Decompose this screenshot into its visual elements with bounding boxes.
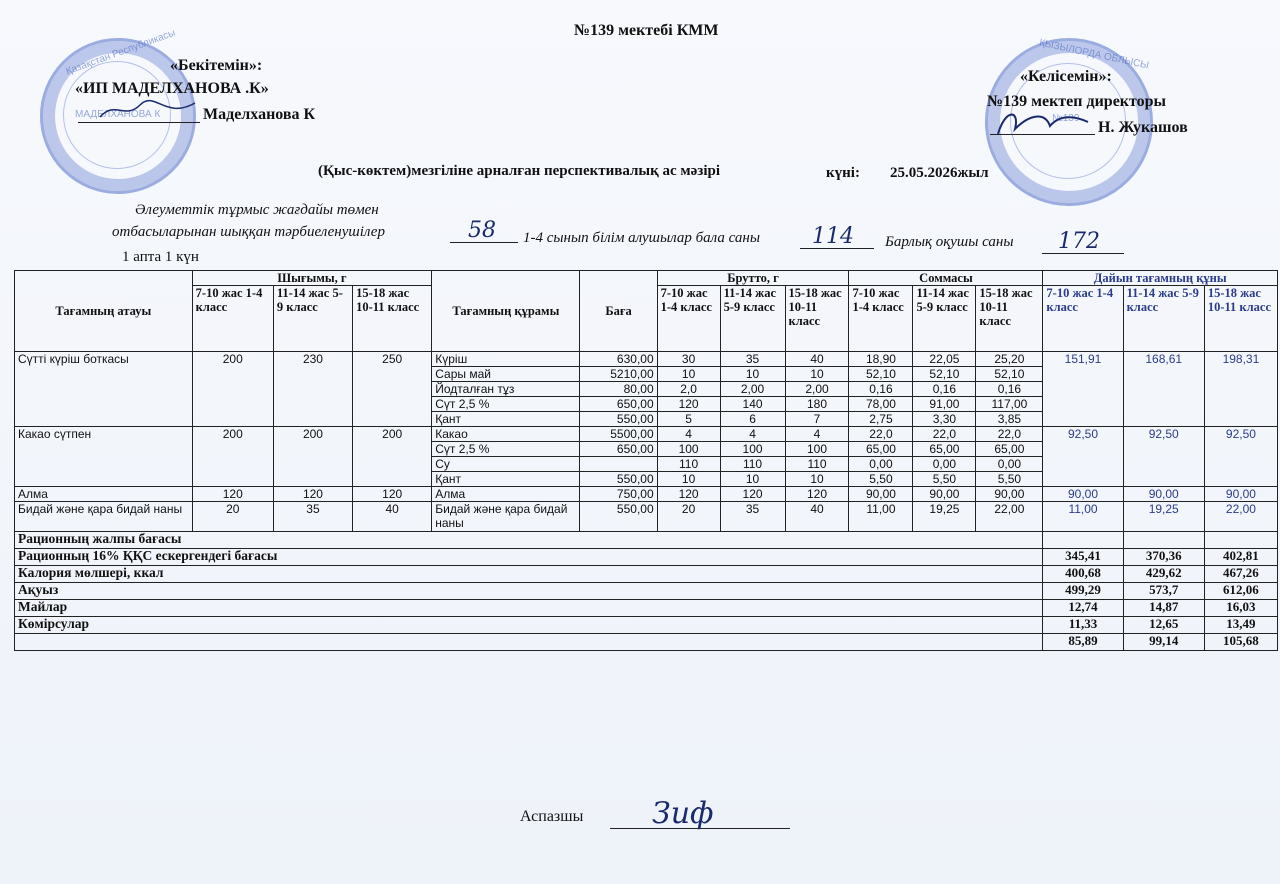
dish-output: 120 [192,487,273,502]
ingredient-gross: 2,00 [785,382,849,397]
totals-value: 573,7 [1123,583,1204,600]
totals-value: 16,03 [1204,600,1277,617]
ingredient-price: 650,00 [580,442,657,457]
totals-label: Рационның жалпы бағасы [15,532,1043,549]
approve-title: «Бекітемін»: [170,57,263,74]
totals-label: Ақуыз [15,583,1043,600]
ingredient-price [580,457,657,472]
ingredient-name: Су [432,457,580,472]
dish-ready-price: 22,00 [1204,502,1277,532]
ingredient-gross: 4 [720,427,785,442]
ingredient-gross: 120 [657,397,720,412]
ingredient-sum: 65,00 [849,442,913,457]
ingredient-gross: 110 [785,457,849,472]
gross-header: Брутто, г [657,271,849,286]
totals-value: 467,26 [1204,566,1277,583]
totals-value: 13,49 [1204,617,1277,634]
totals-row [15,583,1278,600]
ingredient-gross: 5 [657,412,720,427]
ingredient-sum: 52,10 [849,367,913,382]
dish-name: Алма [15,487,193,502]
ingredient-sum: 52,10 [913,367,976,382]
approve-org: «ИП МАДЕЛХАНОВА .К» [75,80,269,97]
ingredient-sum: 0,00 [913,457,976,472]
ingredient-sum: 5,50 [976,472,1043,487]
ingredient-price: 5210,00 [580,367,657,382]
gross-age2-header: 11-14 жас 5-9 класс [720,286,785,352]
ingredient-sum: 52,10 [976,367,1043,382]
ingredient-gross: 120 [657,487,720,502]
ready-age2-header: 11-14 жас 5-9 класс [1123,286,1204,352]
dish-ready-price: 92,50 [1123,427,1204,487]
dish-ready-price: 92,50 [1043,427,1123,487]
dish-name: Сүтті күріш боткасы [15,352,193,427]
ingredient-price: 550,00 [580,472,657,487]
ingredient-price: 550,00 [580,502,657,532]
ingredient-gross: 7 [785,412,849,427]
totals-value [1123,532,1204,549]
right-seal-ring-text: ҚЫЗЫЛОРДА ОБЛЫСЫ [1038,37,1150,72]
totals-row [15,549,1278,566]
sum-age1-header: 7-10 жас 1-4 класс [849,286,913,352]
ingredient-sum: 0,16 [913,382,976,397]
price-header: Баға [580,271,657,352]
output-age3-header: 15-18 жас 10-11 класс [353,286,432,352]
ingredient-gross: 4 [657,427,720,442]
totals-row [15,617,1278,634]
ingredient-price: 650,00 [580,397,657,412]
food-name-header: Тағамның атауы [15,271,193,352]
ingredient-name: Какао [432,427,580,442]
ingredient-gross: 10 [657,472,720,487]
ingredient-gross: 2,00 [720,382,785,397]
dish-output: 250 [353,352,432,427]
ingredient-name: Қант [432,472,580,487]
ingredient-sum: 0,16 [976,382,1043,397]
right-seal-text: №139 [1052,113,1080,124]
ingredient-sum: 5,50 [913,472,976,487]
ingredient-gross: 110 [720,457,785,472]
dish-ready-price: 92,50 [1204,427,1277,487]
social-line-1: Әлеуметтік тұрмыс жағдайы төмен [135,202,379,218]
date-label: күні: [826,165,860,181]
totals-value: 612,06 [1204,583,1277,600]
ingredient-gross: 40 [785,502,849,532]
ingredient-gross: 4 [785,427,849,442]
ingredient-sum: 22,05 [913,352,976,367]
agree-title: «Келісемін»: [1020,68,1112,85]
ingredient-sum: 22,0 [849,427,913,442]
ingredient-price: 80,00 [580,382,657,397]
dish-ready-price: 168,61 [1123,352,1204,427]
dish-ready-price: 19,25 [1123,502,1204,532]
dish-output: 230 [273,352,352,427]
ingredient-price: 750,00 [580,487,657,502]
date-value: 25.05.2026жыл [890,165,989,181]
ingredient-sum: 19,25 [913,502,976,532]
ingredient-sum: 25,20 [976,352,1043,367]
ingredient-gross: 35 [720,352,785,367]
composition-header: Тағамның құрамы [432,271,580,352]
dish-ready-price: 151,91 [1043,352,1123,427]
totals-value: 12,74 [1043,600,1123,617]
ingredient-sum: 78,00 [849,397,913,412]
left-seal-ring-text: Қазақстан Республикасы [64,27,177,78]
ingredient-gross: 110 [657,457,720,472]
dish-output: 200 [273,427,352,487]
agree-signature [990,104,1095,144]
ingredient-sum: 0,16 [849,382,913,397]
ingredient-sum: 90,00 [849,487,913,502]
dish-output: 120 [353,487,432,502]
totals-label: Калория мөлшері, ккал [15,566,1043,583]
ingredient-sum: 18,90 [849,352,913,367]
dish-output: 200 [192,352,273,427]
cook-signature: Зиф [652,796,714,831]
ingredient-sum: 22,0 [976,427,1043,442]
week-label: 1 апта 1 күн [122,249,199,265]
ingredient-sum: 117,00 [976,397,1043,412]
ingredient-gross: 100 [720,442,785,457]
table-row [15,352,1278,367]
dish-ready-price: 11,00 [1043,502,1123,532]
ingredient-gross: 35 [720,502,785,532]
ingredient-gross: 10 [785,472,849,487]
ingredient-sum: 65,00 [913,442,976,457]
ingredient-sum: 3,85 [976,412,1043,427]
ingredient-sum: 11,00 [849,502,913,532]
dish-ready-price: 90,00 [1204,487,1277,502]
totals-value: 345,41 [1043,549,1123,566]
dish-name: Бидай және қара бидай наны [15,502,193,532]
sum-age3-header: 15-18 жас 10-11 класс [976,286,1043,352]
totals-value: 11,33 [1043,617,1123,634]
menu-title: (Қыс-көктем)мезгіліне арналған перспективалық ас мәзірі [318,163,721,179]
totals-value: 429,62 [1123,566,1204,583]
ready-age3-header: 15-18 жас 10-11 класс [1204,286,1277,352]
dish-ready-price: 90,00 [1043,487,1123,502]
totals-label: Көмірсулар [15,617,1043,634]
ingredient-gross: 10 [785,367,849,382]
ingredient-gross: 120 [785,487,849,502]
ingredient-gross: 40 [785,352,849,367]
gross-age3-header: 15-18 жас 10-11 класс [785,286,849,352]
totals-value: 370,36 [1123,549,1204,566]
cook-label: Аспазшы [520,808,584,825]
dish-output: 20 [192,502,273,532]
social-line-2: отбасыларынан шыққан тәрбиеленушілер [112,224,385,240]
ingredient-gross: 10 [657,367,720,382]
ingredient-name: Йодталған тұз [432,382,580,397]
ingredient-sum: 90,00 [913,487,976,502]
totals-row [15,532,1278,549]
ingredient-price: 550,00 [580,412,657,427]
ingredient-gross: 180 [785,397,849,412]
totals-value: 85,89 [1043,634,1123,651]
ingredient-name: Сүт 2,5 % [432,397,580,412]
school-title: №139 мектебі КММ [574,22,719,39]
totals-value: 12,65 [1123,617,1204,634]
ingredient-sum: 2,75 [849,412,913,427]
ingredient-gross: 100 [785,442,849,457]
ingredient-gross: 120 [720,487,785,502]
totals-value: 499,29 [1043,583,1123,600]
table-row [15,487,1278,502]
table-row [15,427,1278,442]
approve-signature [95,95,205,125]
ingredient-name: Сары май [432,367,580,382]
dish-output: 200 [192,427,273,487]
ingredient-sum: 65,00 [976,442,1043,457]
totals-value: 402,81 [1204,549,1277,566]
table-row [15,502,1278,532]
total-label: Барлық оқушы саны [885,234,1014,250]
ingredient-gross: 20 [657,502,720,532]
agree-org: №139 мектеп директоры [987,93,1167,110]
totals-label: Рационның 16% ҚҚС ескергендегі бағасы [15,549,1043,566]
grade-count: 114 [812,224,854,249]
ingredient-gross: 2,0 [657,382,720,397]
social-count: 58 [468,218,496,243]
output-header: Шығымы, г [192,271,432,286]
totals-table-body [15,532,1278,651]
ready-age1-header: 7-10 жас 1-4 класс [1043,286,1123,352]
ingredient-price: 5500,00 [580,427,657,442]
ingredient-gross: 100 [657,442,720,457]
ingredient-name: Қант [432,412,580,427]
dish-table-body [15,352,1278,532]
totals-row [15,634,1278,651]
dish-output: 35 [273,502,352,532]
output-age2-header: 11-14 жас 5-9 класс [273,286,352,352]
totals-value: 99,14 [1123,634,1204,651]
ready-price-header: Дайын тағамның құны [1043,271,1278,286]
ingredient-sum: 0,00 [849,457,913,472]
ingredient-sum: 5,50 [849,472,913,487]
gross-age1-header: 7-10 жас 1-4 класс [657,286,720,352]
ingredient-sum: 3,30 [913,412,976,427]
ingredient-sum: 22,0 [913,427,976,442]
sum-header: Соммасы [849,271,1043,286]
ingredient-price: 630,00 [580,352,657,367]
ingredient-gross: 10 [720,472,785,487]
ingredient-sum: 22,00 [976,502,1043,532]
ingredient-name: Сүт 2,5 % [432,442,580,457]
totals-label: Майлар [15,600,1043,617]
ingredient-gross: 30 [657,352,720,367]
totals-value: 105,68 [1204,634,1277,651]
menu-table [14,270,1278,651]
dish-name: Какао сүтпен [15,427,193,487]
header-row-1 [15,271,1278,286]
totals-label [15,634,1043,651]
ingredient-name: Бидай және қара бидай наны [432,502,580,532]
totals-row [15,600,1278,617]
left-seal-text: МАДЕЛХАНОВА К [75,109,161,120]
dish-output: 200 [353,427,432,487]
totals-row [15,566,1278,583]
ingredient-name: Алма [432,487,580,502]
output-age1-header: 7-10 жас 1-4 класс [192,286,273,352]
ingredient-sum: 90,00 [976,487,1043,502]
ingredient-gross: 140 [720,397,785,412]
agree-name: Н. Жукашов [1098,119,1188,136]
dish-ready-price: 90,00 [1123,487,1204,502]
ingredient-sum: 91,00 [913,397,976,412]
totals-value [1043,532,1123,549]
dish-output: 120 [273,487,352,502]
dish-output: 40 [353,502,432,532]
total-count: 172 [1058,229,1100,254]
dish-ready-price: 198,31 [1204,352,1277,427]
totals-value: 400,68 [1043,566,1123,583]
ingredient-gross: 6 [720,412,785,427]
ingredient-gross: 10 [720,367,785,382]
totals-value: 14,87 [1123,600,1204,617]
sum-age2-header: 11-14 жас 5-9 класс [913,286,976,352]
ingredient-sum: 0,00 [976,457,1043,472]
totals-value [1204,532,1277,549]
grade-label: 1-4 сынып білім алушылар бала саны [523,230,760,246]
approve-name: Маделханова К [203,106,316,123]
ingredient-name: Күріш [432,352,580,367]
